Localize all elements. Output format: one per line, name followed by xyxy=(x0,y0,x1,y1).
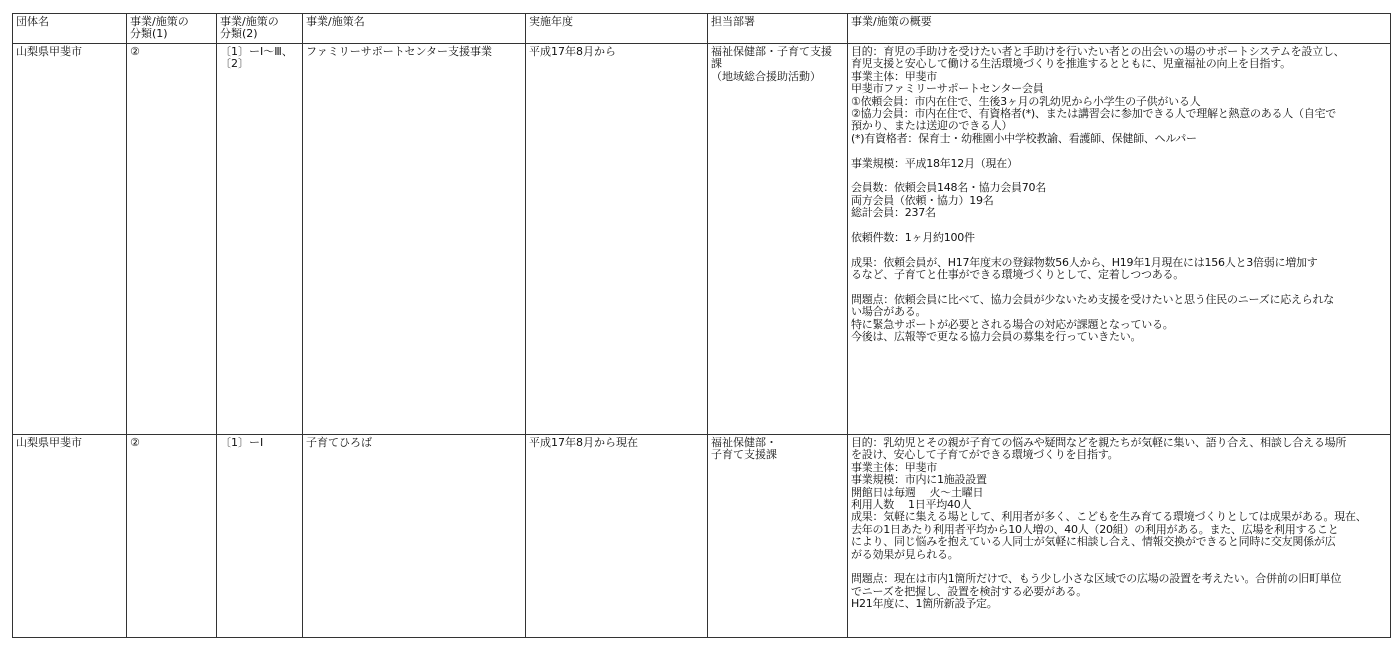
overview-line: 成果：気軽に集える場として、利用者が多く、こどもを生み育てる環境づくりとしては成果がある。現在、 xyxy=(851,510,1367,524)
overview-line: H21年度に、1箇所新設予定。 xyxy=(851,597,998,611)
overview-cell xyxy=(848,435,1391,638)
overview-line: 事業主体：甲斐市 xyxy=(851,460,937,474)
overview-line: 事業規模：市内に1施設設置 xyxy=(851,473,987,487)
overview-line: 預かり、または送迎のできる人） xyxy=(851,119,1013,133)
department-cell: 福祉保健部・子育て支援 課 （地域総合援助活動） xyxy=(708,44,848,435)
overview-line: がる効果が見られる。 xyxy=(851,547,959,561)
header-fiscal-year: 実施年度 xyxy=(526,14,708,44)
program-name-cell: 子育てひろば xyxy=(303,435,526,638)
org-name-cell: 山梨県甲斐市 xyxy=(13,44,127,435)
program-table xyxy=(12,13,1391,638)
overview-line: 育児支援と安心して働ける生活環境づくりを推進するとともに、児童福祉の向上を目指す。 xyxy=(851,57,1291,71)
overview-line: 開館日は毎週 火〜土曜日 xyxy=(851,485,984,499)
overview-line: ①依頼会員：市内在住で、生後3ヶ月の乳幼児から小学生の子供がいる人 xyxy=(851,94,1201,108)
overview-line: 総計会員：237名 xyxy=(851,206,936,220)
overview-line: 両方会員（依頼・協力）19名 xyxy=(851,193,994,207)
classification-2-cell: 〔1〕ーⅠ〜Ⅲ、 〔2〕 xyxy=(217,44,303,435)
overview-line: 依頼件数：1ヶ月約100件 xyxy=(851,231,975,245)
overview-line: 目的：乳幼児とその親が子育ての悩みや疑問などを親たちが気軽に集い、語り合え、相談し合える場所 xyxy=(851,436,1347,449)
header-classification-1: 事業/施策の 分類(1) xyxy=(127,14,217,44)
header-classification-2: 事業/施策の 分類(2) xyxy=(217,14,303,44)
overview-line: (*)有資格者：保育士・幼稚園小中学校教諭、看護師、保健師、ヘルパー xyxy=(851,131,1197,145)
overview-blank-line xyxy=(851,244,1387,256)
classification-1-cell: ② xyxy=(127,44,217,435)
overview-line: を設け、安心して子育てができる環境づくりを目指す。 xyxy=(851,448,1119,462)
overview-cell xyxy=(848,44,1391,435)
fiscal-year-cell: 平成17年8月から xyxy=(526,44,708,435)
overview-blank-line xyxy=(851,145,1387,157)
department-cell: 福祉保健部・ 子育て支援課 xyxy=(708,435,848,638)
overview-line: 目的：育児の手助けを受けたい者と手助けを行いたい者との出会いの場のサポートシステムを設立し、 xyxy=(851,45,1345,58)
table-row xyxy=(13,44,1391,435)
program-name-cell: ファミリーサポートセンター支援事業 xyxy=(303,44,526,435)
classification-1-cell: ② xyxy=(127,435,217,638)
header-department: 担当部署 xyxy=(708,14,848,44)
overview-line: 会員数：依頼会員148名・協力会員70名 xyxy=(851,181,1046,195)
overview-line: 去年の1日あたり利用者平均から10人増の、40人（20組）の利用がある。また、広場を利用すること xyxy=(851,522,1339,536)
overview-line: 利用人数 1日平均40人 xyxy=(851,498,972,512)
header-row xyxy=(13,14,1391,44)
header-overview: 事業/施策の概要 xyxy=(848,14,1391,44)
table-row xyxy=(13,435,1391,638)
overview-line: 今後は、広報等で更なる協力会員の募集を行っていきたい。 xyxy=(851,330,1142,344)
overview-line: い場合がある。 xyxy=(851,305,927,319)
overview-line: るなど、子育てと仕事ができる環境づくりとして、定着しつつある。 xyxy=(851,268,1185,282)
header-program-name: 事業/施策名 xyxy=(303,14,526,44)
org-name-cell: 山梨県甲斐市 xyxy=(13,435,127,638)
overview-line: 問題点：現在は市内1箇所だけで、もう少し小さな区域での広場の設置を考えたい。合併前の旧町単位 xyxy=(851,572,1342,586)
overview-line: 甲斐市ファミリーサポートセンター会員 xyxy=(851,82,1044,96)
header-org-name: 団体名 xyxy=(13,14,127,44)
overview-line: 特に緊急サポートが必要とされる場合の対応が課題となっている。 xyxy=(851,317,1174,331)
overview-line: 事業規模：平成18年12月（現在） xyxy=(851,156,1018,170)
overview-line: でニーズを把握し、設置を検討する必要がある。 xyxy=(851,584,1087,598)
overview-line: 事業主体：甲斐市 xyxy=(851,69,937,83)
overview-line: により、同じ悩みを抱えている人同士が気軽に相談し合え、情報交換ができると同時に交友関係が広 xyxy=(851,535,1336,549)
overview-line: 問題点：依頼会員に比べて、協力会員が少ないため支援を受けたいと思う住民のニーズに応えられな xyxy=(851,293,1334,307)
overview-line: ②協力会員：市内在住で、有資格者(*)、または講習会に参加できる人で理解と熱意のある人（自宅で xyxy=(851,107,1336,121)
fiscal-year-cell: 平成17年8月から現在 xyxy=(526,435,708,638)
classification-2-cell: 〔1〕ーⅠ xyxy=(217,435,303,638)
overview-line: 成果：依頼会員が、H17年度末の登録物数56人から、H19年1月現在には156人と3倍弱に増加す xyxy=(851,255,1318,269)
